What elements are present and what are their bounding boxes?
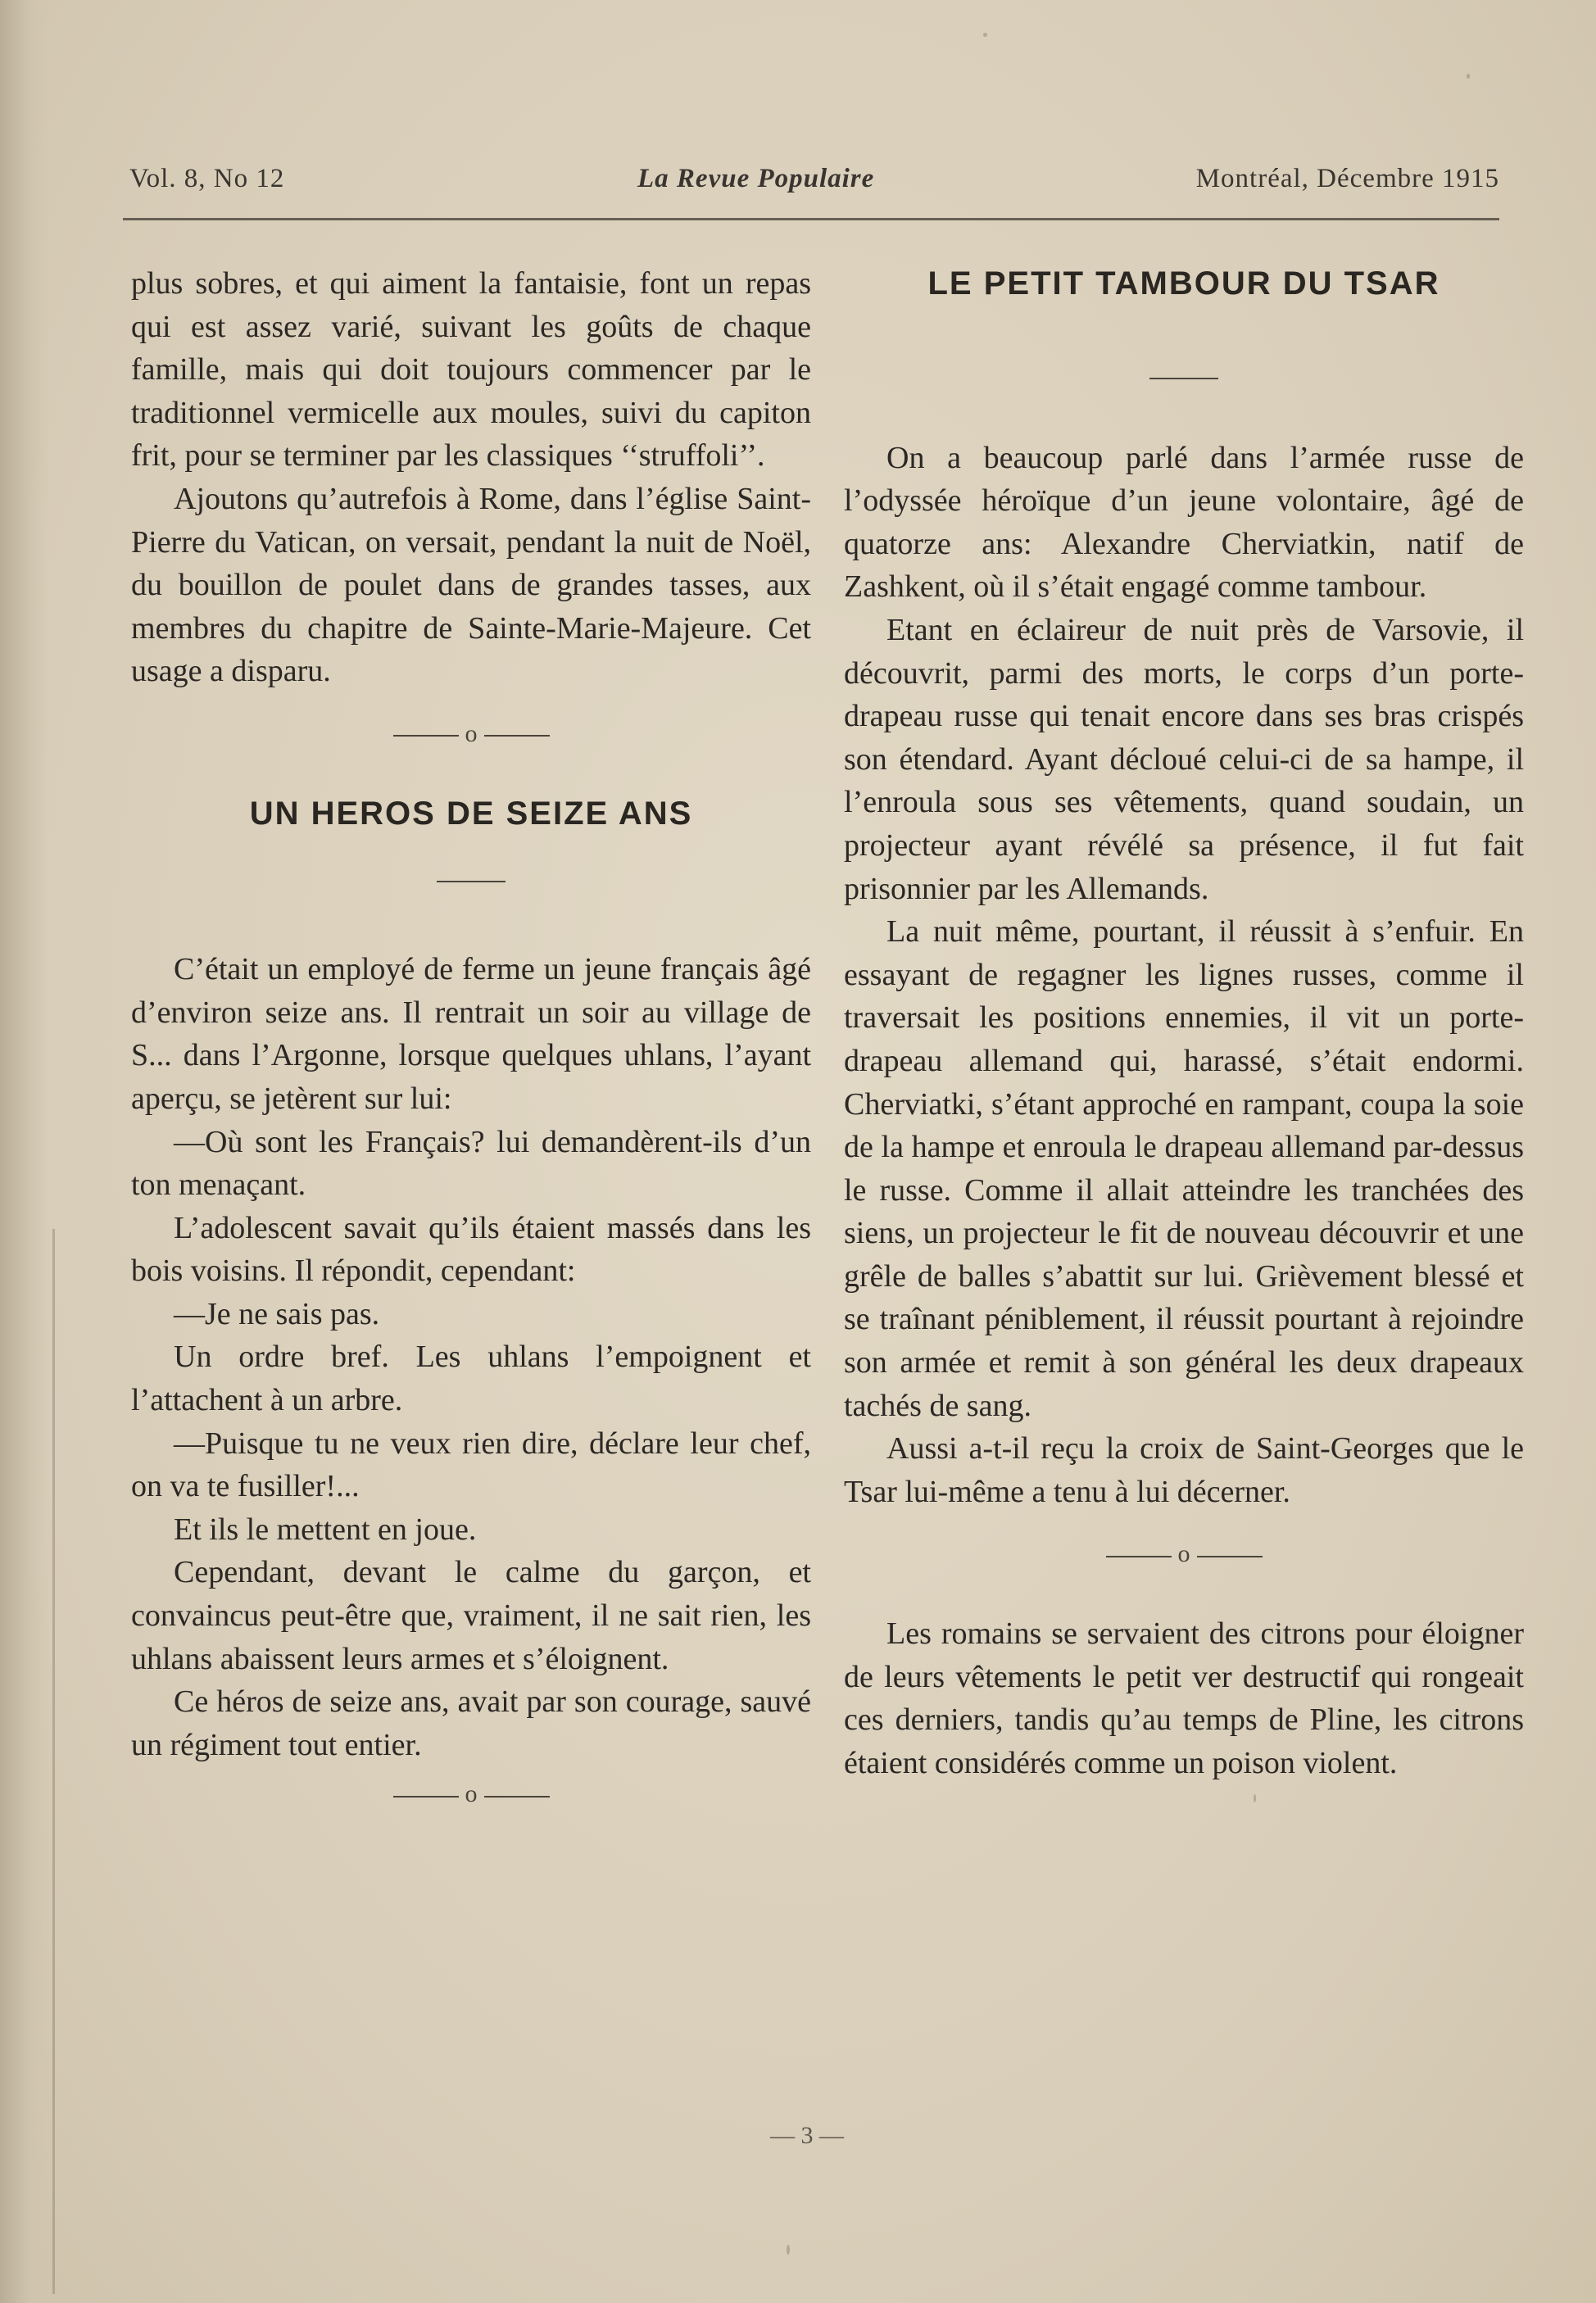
article-paragraph: Et ils le mettent en joue. [174,1512,477,1547]
article-paragraph: —Où sont les Français? lui demandèrent-ils d’un ton menaçant. [131,1124,811,1203]
article-title-heros: UN HEROS DE SEIZE ANS [249,795,693,832]
article-paragraph: Etant en éclaireur de nuit près de Varsovie, il découvrit, parmi des morts, le corps d’un porte-drapeau russe qui tenait encore dans ses bras crispés son étendard. Ayant décloué celui-ci de sa hampe, il l’enroula sous ses vêtements, quand soudain, un projecteur ayant révélé sa présence, il fut fait prisonnier par les Allemands. [844,612,1524,906]
article-paragraph: Aussi a-t-il reçu la croix de Saint-Georges que le Tsar lui-même a tenu à lui décerner. [844,1431,1524,1509]
page-number: — 3 — [770,2122,844,2149]
intro-paragraph: Ajoutons qu’autrefois à Rome, dans l’église Saint-Pierre du Vatican, on versait, pendant la nuit de Noël, du bouillon de poulet dans de grandes tasses, aux membres du chapitre de Sainte-Marie-Majeure. Cet usage a disparu. [131,481,811,689]
publication-date: Montréal, Décembre 1915 [1195,164,1499,193]
volume-number: Vol. 8, No 12 [129,164,285,193]
paper-speck [1467,74,1470,79]
article-title-tambour: LE PETIT TAMBOUR DU TSAR [927,265,1440,301]
title-rule [437,881,506,882]
right-column [844,262,1524,1784]
article-paragraph: L’adolescent savait qu’ils étaient massés dans les bois voisins. Il répondit, cependant: [131,1210,811,1289]
note-paragraph: Les romains se servaient des citrons pour éloigner de leurs vêtements le petit ver destructif qui rongeait ces derniers, tandis qu’au temps de Pline, les citrons étaient considérés comme un poison violent. [844,1616,1524,1780]
paper-speck [1254,1794,1256,1802]
page-header [129,164,1499,213]
article-paragraph: —Puisque tu ne veux rien dire, déclare leur chef, on va te fusiller!... [131,1426,811,1504]
article-paragraph: Un ordre bref. Les uhlans l’empoignent et l’attachent à un arbre. [131,1340,811,1418]
intro-paragraph: plus sobres, et qui aiment la fantaisie, font un repas qui est assez varié, suivant les goûts de chaque famille, mais qui doit toujours commencer par le traditionnel vermicelle aux moules, suivi du capiton frit, pour se terminer par les classiques ‘‘struffoli’’. [131,266,811,474]
title-rule [1149,378,1218,379]
article-paragraph: La nuit même, pourtant, il réussit à s’enfuir. En essayant de regagner les lignes russes, comme il traversait les positions ennemies, il vit un porte-drapeau allemand qui, harassé, s’était endormi. Cherviatki, s’étant approché en rampant, coupa la soie de la hampe et enroula le drapeau allemand par-dessus le russe. Comme il allait atteindre les tranchées des siens, un projecteur le fit de nouveau découvrir et une grêle de balles s’abattit sur lui. Grièvement blessé et se traînant péniblement, il réussit pourtant à rejoindre son armée et remit à son général les deux drapeaux tachés de sang. [844,914,1524,1423]
left-column [131,262,811,1834]
section-separator: o [131,713,811,756]
binding-crease [52,1229,55,2294]
article-paragraph: On a beaucoup parlé dans l’armée russe de l’odyssée héroïque d’un jeune volontaire, âgé de quatorze ans: Alexandre Cherviatkin, natif de Zashkent, où il s’était engagé comme tambour. [844,440,1524,605]
binding-edge [0,0,49,2303]
paper-speck [983,33,987,37]
article-paragraph: —Je ne sais pas. [174,1296,380,1331]
end-separator: o [131,1773,811,1816]
header-rule [123,218,1499,220]
paper-speck [787,2245,790,2255]
article-paragraph: Cependant, devant le calme du garçon, et convaincus peut-être que, vraiment, il ne sait rien, les uhlans abaissent leurs armes et s’éloignent. [131,1555,811,1676]
section-separator: o [844,1533,1524,1576]
article-paragraph: Ce héros de seize ans, avait par son courage, sauvé un régiment tout entier. [131,1684,811,1762]
journal-title: La Revue Populaire [637,164,875,193]
article-paragraph: C’était un employé de ferme un jeune français âgé d’environ seize ans. Il rentrait un soir au village de S... dans l’Argonne, lorsque quelques uhlans, l’ayant aperçu, se jetèrent sur lui: [131,952,811,1116]
